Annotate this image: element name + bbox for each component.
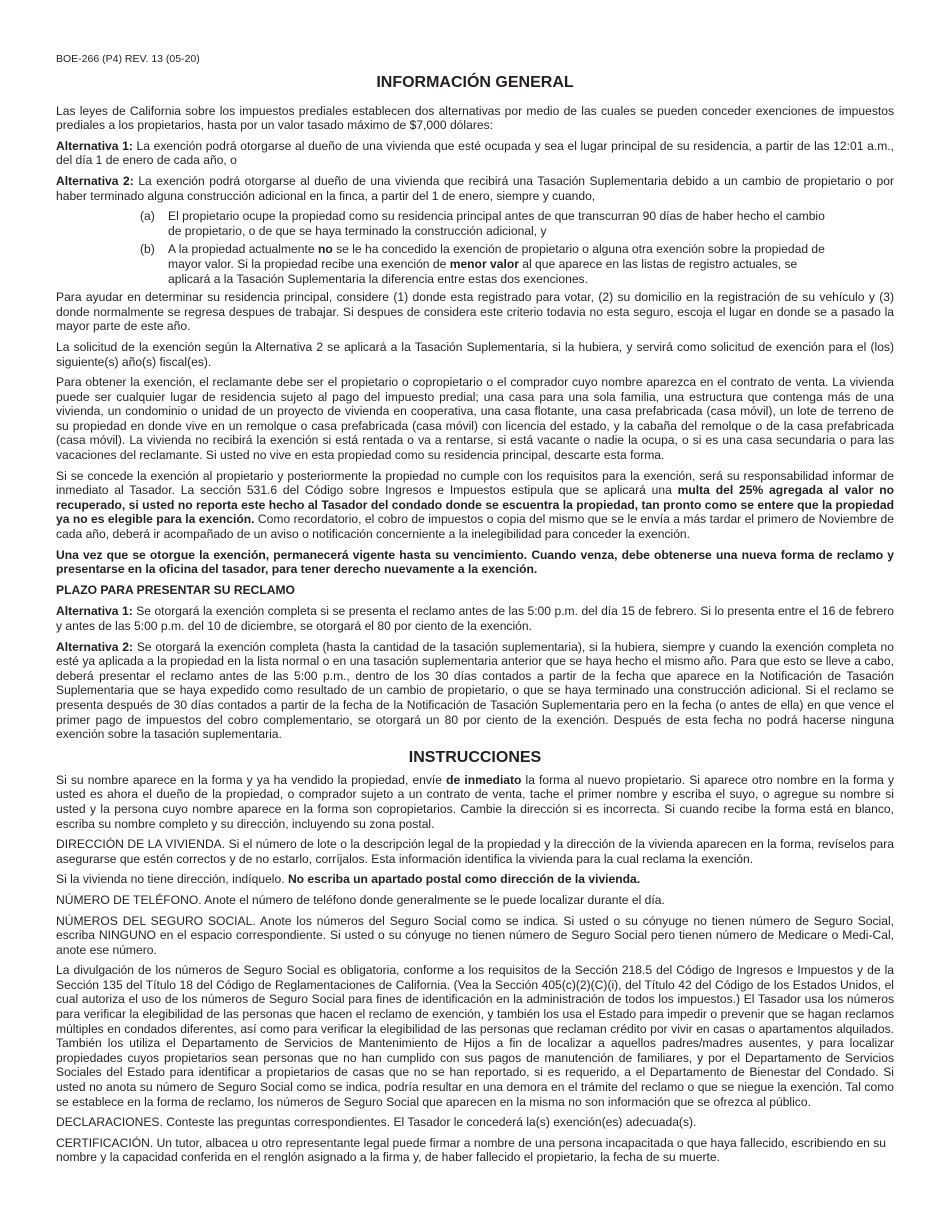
instructions-no-address-bold: No escriba un apartado postal como dirección de la vivienda. <box>287 872 641 887</box>
deadline-alt2-label: Alternativa 2: <box>56 639 134 654</box>
alternative-2-text: La exención podrá otorgarse al dueño de una vivienda que recibirá una Tasación Suplementaria debido a un cambio de propietario o por haber terminado alguna construcción adicional en la finca, a partir del 1 de enero, siempre y cuando, <box>56 173 895 203</box>
deadline-alt1-label: Alternativa 1: <box>56 604 133 619</box>
alternative-2-paragraph <box>56 174 894 203</box>
validity-paragraph <box>56 548 894 577</box>
penalty-bold-text: multa del 25% agregada al valor no recuperado, si usted no reporta este hecho al Tasador del condado donde se escuentra la propiedad, tan pronto como se entere que la propiedad ya no es elegible para la exención. <box>56 483 894 527</box>
condition-b-marker: (b) <box>140 242 155 257</box>
instructions-disclosure-paragraph: La divulgación de los números de Seguro Social es obligatoria, conforme a los requisitos de la Sección 218.5 del Código de Ingresos e Impuestos y de la Sección 135 del Título 18 del Código de Reglamentaciones de California. (Vea la Sección 405(c)(2)(C)(i), del Título 42 del Código de los Estados Unidos, el cual autoriza el uso de los números de Seguro Social para fines de identificación en la administración de todos los impuestos.) El Tasador usa los números para verificar la elegibilidad de las personas que hacen el reclamo de exención, y también los usa el Estado para impedir o prevenir que se hagan reclamos múltiples en condados diferentes, así como para verificar la elegibilidad de las personas que reclaman crédito por vivir en casas o apartamentos alquilados. También los utiliza el Departamento de Servicios de Mantenimiento de Hijos a fin de localizar a aquellos padres/madres ausentes, y para localizar propiedades cuyos propietarios sean personas que no han cumplido con sus pagos de manutención de familiares, y por el Departamento de Servicios Sociales del Estado para identificar a propietarios de casas que no se han reportado, si es requerido, a el Departamento de Bienestar del Condado. Si usted no anota su número de Seguro Social como se indica, podría resultar en una demora en el trámite del reclamo o que se niegue la exención. Tal como se establece en la forma de reclamo, los números de Seguro Social que aparecen en la misma no son información que se ofrezca al público. <box>56 963 894 1109</box>
eligibility-paragraph: Para obtener la exención, el reclamante debe ser el propietario o copropietario o el comprador cuyo nombre aparezca en el contrato de venta. La vivienda puede ser cualquier lugar de residencia sujeto al pago del impuesto predial; una casa para una sola familia, una estructura que contenga más de una vivienda, un condominio o unidad de un proyecto de vivienda en cooperativa, una casa flotante, una casa prefabricada (casa móvil), un lote de terreno de su propiedad en donde vive en un remolque o casa prefabricada (casa móvil) con licencia del estado, y la cabaña del remolque o de la casa prefabricada (casa móvil). La vivienda no recibirá la exención si está rentada o va a rentarse, si está vacante o nadie la ocupa, o si es una casa secundaria o para las vacaciones del reclamante. Si usted no vive en esta propiedad como su residencia principal, descarte esta forma. <box>56 375 894 463</box>
solicitud-paragraph: La solicitud de la exención según la Alternativa 2 se aplicará a la Tasación Suplementaria, si la hubiera, y servirá como solicitud de exención para el (los) siguiente(s) año(s) fiscal(es). <box>56 339 894 369</box>
deadline-heading: PLAZO PARA PRESENTAR SU RECLAMO <box>56 582 295 597</box>
instructions-declarations-paragraph: DECLARACIONES. Conteste las preguntas correspondientes. El Tasador le concederá la(s) exención(es) adecuada(s). <box>56 1115 697 1130</box>
deadline-alternative-1 <box>56 604 894 633</box>
deadline-alternative-2 <box>56 640 894 742</box>
instructions-name-text: la forma al nuevo propietario. Si aparece otro nombre en la forma y usted es ahora el dueño de la propiedad, o comprador sujeto a un contrato de venta, tache el primer nombre y escriba el suyo, o agregue su nombre si usted y la persona cuyo nombre aparece en la forma son copropietarios. Cambie la dirección si es incorrecta. Si cuando recibe la forma está en blanco, escriba su nombre completo y su dirección, incluyendo su zona postal. <box>56 772 894 831</box>
condition-b-text <box>168 242 838 286</box>
condition-b-text-part: A la propiedad actualmente <box>168 242 318 257</box>
page-title: INFORMACIÓN GENERAL <box>376 73 574 91</box>
alternative-1-paragraph <box>56 139 894 168</box>
instructions-name-bold: de inmediato <box>446 772 522 787</box>
instructions-ssn-paragraph: NÚMEROS DEL SEGURO SOCIAL. Anote los números del Seguro Social como se indica. Si usted o su cónyuge no tienen número de Seguro Social, escriba NINGUNO en el espacio correspondiente. Si usted o su cónyuge no tienen número de Seguro Social pero tienen número de Medicare o Medi-Cal, anote ese número. <box>56 913 894 957</box>
penalty-text: Como recordatorio, el cobro de impuestos o copia del mismo que se le envía a más tardar el primero de Noviembre de cada año, deberá ir acompañado de un aviso o notificación concerniente a la inelegibilidad para conceder la exención. <box>56 512 894 542</box>
condition-a <box>140 209 838 238</box>
form-id: BOE-266 (P4) REV. 13 (05-20) <box>56 53 200 65</box>
condition-b-text-part: se le ha concedido la exención de propietario o alguna otra exención sobre la propiedad de mayor valor. Si la propiedad recibe una exención de <box>168 242 825 271</box>
alternative-2-label: Alternativa 2: <box>56 173 134 188</box>
validity-bold-text: Una vez que se otorgue la exención, permanecerá vigente hasta su vencimiento. Cuando venza, debe obtenerse una nueva forma de reclamo y presentarse en la oficina del tasador, para tener derecho nuevamente a la exención. <box>56 547 894 577</box>
penalty-text: Si se concede la exención al propietario y posteriormente la propiedad no cumple con los requisitos para la exención, será su responsabilidad informar de inmediato al Tasador. La sección 531.6 del Código sobre Ingresos e Impuestos estipula que se aplicará una <box>56 468 894 498</box>
instructions-phone-paragraph: NÚMERO DE TELÉFONO. Anote el número de teléfono donde generalmente se le puede localizar durante el día. <box>56 892 665 907</box>
condition-b-bold-menor-valor: menor valor <box>449 256 519 271</box>
instructions-name-text: Si su nombre aparece en la forma y ya ha vendido la propiedad, envíe <box>56 772 447 787</box>
condition-b-bold-no: no <box>317 242 333 257</box>
alternative-1-label: Alternativa 1: <box>56 138 133 153</box>
instructions-name-paragraph <box>56 773 894 831</box>
instructions-title: INSTRUCCIONES <box>408 748 542 766</box>
residence-paragraph: Para ayudar en determinar su residencia principal, considere (1) donde esta registrado para votar, (2) su domicilio en la registración de su vehículo y (3) donde normalmente se regresa despues de trabajar. Si despues de considera este criterio todavia no esta seguro, escoja el lugar en donde se a pasado la mayor parte de este año. <box>56 290 894 334</box>
alternative-1-text: La exención podrá otorgarse al dueño de una vivienda que esté ocupada y sea el lugar principal de su residencia, a partir de las 12:01 a.m., del día 1 de enero de cada año, o <box>56 138 894 168</box>
instructions-no-address-paragraph <box>56 872 894 887</box>
penalty-paragraph <box>56 469 894 542</box>
instructions-no-address-text: Si la vivienda no tiene dirección, indíquelo. <box>56 872 288 887</box>
condition-a-marker: (a) <box>140 209 155 224</box>
deadline-alt2-text: Se otorgará la exención completa (hasta la cantidad de la tasación suplementaria), si la hubiera, siempre y cuando la exención completa no esté ya aplicada a la propiedad en la lista normal o en una tasación suplementaria anterior que se haya hecho el mismo año. Para que esto se lleve a cabo, deberá presentar el reclamo antes de las 5:00 p.m., dentro de los 30 días contados a partir de la fecha que aparece en la Notificación de Tasación Suplementaria que se haya expedido como resultado de un cambio de propietario, o que se haya terminado una construcción adicional. Si el reclamo se presenta después de 30 días contados a partir de la fecha de la Notificación de Tasación Suplementaria pero en la fecha (o antes de ella) en que vence el primer pago de impuestos del cobro complementario, se otorgará un 80 por ciento de la exención. Después de esta fecha no podrá hacerse ninguna exención sobre la tasación suplementaria. <box>56 639 894 742</box>
condition-a-text: El propietario ocupe la propiedad como su residencia principal antes de que transcurran 90 días de haber hecho el cambio de propietario, o de que se haya terminado la construcción adicional, y <box>168 209 825 238</box>
instructions-certification-paragraph: CERTIFICACIÓN. Un tutor, albacea u otro representante legal puede firmar a nombre de una persona incapacitada o que haya fallecido, escribiendo en su nombre y la capacidad conferida en el renglón asignado a la firma y, de haber fallecido el propietario, la fecha de su muerte. <box>56 1135 887 1165</box>
deadline-alt1-text: Se otorgará la exención completa si se presenta el reclamo antes de las 5:00 p.m. del día 15 de febrero. Si lo presenta entre el 16 de febrero y antes de las 5:00 p.m. del 10 de diciembre, se otorgará el 80 por ciento de la exención. <box>56 604 895 633</box>
condition-b <box>140 242 838 286</box>
intro-paragraph: Las leyes de California sobre los impuestos prediales establecen dos alternativas por medio de las cuales se pueden conceder exenciones de impuestos prediales a los propietarios, hasta por un valor tasado máximo de $7,000 dólares: <box>56 103 894 133</box>
instructions-address-paragraph: DIRECCIÓN DE LA VIVIENDA. Si el número de lote o la descripción legal de la propiedad y la dirección de la vivienda aparecen en la forma, revíselos para asegurarse que estén correctos y de no estarlo, corríjalos. Esta información identifica la vivienda para la cual reclama la exención. <box>56 837 894 866</box>
condition-b-text-part: al que aparece en las listas de registro actuales, se aplicará a la Tasación Suplementaria la diferencia entre estas dos exenciones. <box>168 256 798 286</box>
